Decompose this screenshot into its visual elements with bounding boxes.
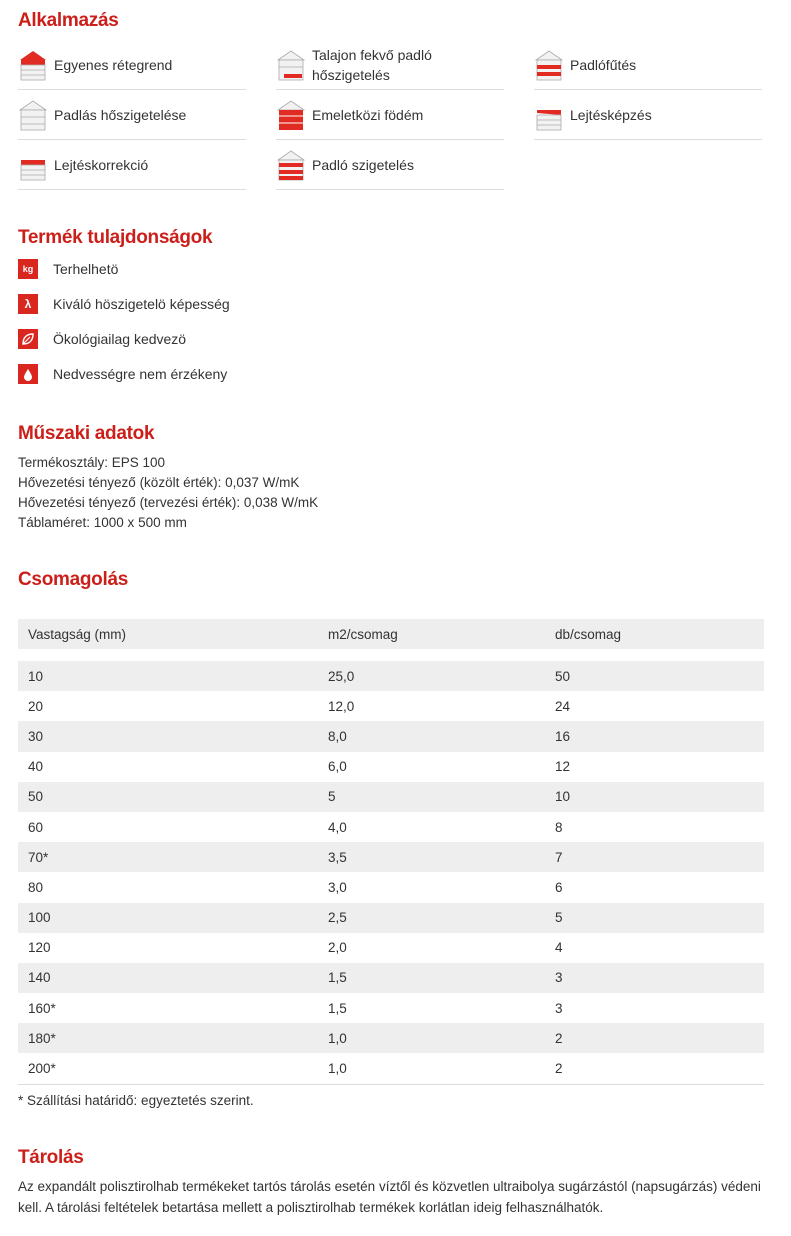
cell-pcs-per-pack: 10 (555, 789, 571, 805)
house-ground-floor-icon (276, 48, 306, 82)
cell-m2-per-pack: 3,0 (328, 879, 347, 895)
cell-thickness: 70* (28, 849, 49, 865)
cell-pcs-per-pack: 3 (555, 1000, 563, 1016)
table-row (18, 1023, 764, 1053)
table-row (18, 842, 764, 872)
technical-line: Hővezetési tényező (tervezési érték): 0,038 W/mK (18, 495, 319, 510)
cell-thickness: 140 (28, 970, 51, 986)
table-row (18, 782, 764, 812)
technical-line: Hővezetési tényező (közölt érték): 0,037 W/mK (18, 475, 300, 490)
cell-thickness: 50 (28, 789, 44, 805)
table-bottom-divider (18, 1084, 764, 1085)
table-body (18, 661, 764, 1084)
cell-m2-per-pack: 1,5 (328, 970, 347, 986)
table-row (18, 691, 764, 721)
house-floor-insulation-icon (276, 148, 306, 182)
table-header (18, 619, 764, 649)
house-intermediate-floor-icon (276, 98, 306, 132)
application-item[interactable] (534, 40, 762, 90)
cell-m2-per-pack: 8,0 (328, 728, 347, 744)
cell-thickness: 160* (28, 1000, 56, 1016)
table-row (18, 933, 764, 963)
technical-line: Termékosztály: EPS 100 (18, 455, 166, 470)
cell-thickness: 80 (28, 879, 44, 895)
lambda-icon: λ (18, 294, 38, 314)
leaf-icon (18, 329, 38, 349)
table-row (18, 872, 764, 902)
application-item[interactable] (276, 40, 504, 90)
table-row (18, 993, 764, 1023)
house-floor-heating-icon (534, 48, 564, 82)
application-item[interactable] (534, 90, 762, 140)
table-row (18, 752, 764, 782)
delivery-note: * Szállítási határidő: egyeztetés szerint. (18, 1093, 254, 1108)
application-label: Padlás hőszigetelése (54, 106, 187, 123)
section-title-properties: Termék tulajdonságok (18, 227, 213, 248)
storage-text: Az expandált polisztirolhab termékeket tartós tárolás esetén víztől és közvetlen ultraibolya sugárzástól (napsugárzás) védeni kell. A tárolási feltételek betartása mellett a polisztirolhab termékek korlátlan ideig felhasználhatók. (18, 1179, 761, 1215)
table-row (18, 1053, 764, 1083)
cell-thickness: 40 (28, 759, 44, 775)
cell-m2-per-pack: 1,0 (328, 1061, 347, 1077)
application-label: Padló szigetelés (312, 156, 414, 173)
house-layers-roof-icon (18, 48, 48, 82)
house-slope-correction-icon (18, 148, 48, 182)
property-label: Ökológiailag kedvezö (53, 331, 187, 347)
property-label: Kiváló höszigetelö képesség (53, 296, 230, 312)
application-label: Emeletközi födém (312, 106, 424, 123)
application-item[interactable] (18, 40, 246, 90)
application-label: Padlófűtés (570, 56, 637, 73)
header-m2-per-pack: m2/csomag (328, 626, 398, 642)
cell-pcs-per-pack: 12 (555, 759, 571, 775)
cell-thickness: 200* (28, 1061, 56, 1077)
cell-m2-per-pack: 12,0 (328, 698, 355, 714)
cell-pcs-per-pack: 50 (555, 668, 571, 684)
cell-pcs-per-pack: 3 (555, 970, 563, 986)
property-label: Terhelhetö (53, 261, 119, 277)
cell-pcs-per-pack: 2 (555, 1061, 563, 1077)
application-item[interactable] (18, 140, 246, 190)
header-pcs-per-pack: db/csomag (555, 626, 622, 642)
property-item (18, 328, 186, 350)
cell-pcs-per-pack: 5 (555, 910, 563, 926)
table-row (18, 812, 764, 842)
application-label: Egyenes rétegrend (54, 56, 173, 73)
application-item[interactable] (276, 90, 504, 140)
cell-pcs-per-pack: 6 (555, 879, 563, 895)
cell-pcs-per-pack: 8 (555, 819, 563, 835)
application-label: Lejtésképzés (570, 106, 652, 123)
cell-thickness: 180* (28, 1030, 56, 1046)
cell-thickness: 10 (28, 668, 44, 684)
cell-m2-per-pack: 6,0 (328, 759, 347, 775)
cell-thickness: 100 (28, 910, 51, 926)
cell-m2-per-pack: 25,0 (328, 668, 355, 684)
house-attic-icon (18, 98, 48, 132)
property-item (18, 363, 227, 385)
section-title-application: Alkalmazás (18, 10, 119, 31)
cell-thickness: 20 (28, 698, 44, 714)
house-slope-icon (534, 98, 564, 132)
cell-m2-per-pack: 2,5 (328, 910, 347, 926)
application-item[interactable] (276, 140, 504, 190)
cell-pcs-per-pack: 2 (555, 1030, 563, 1046)
cell-pcs-per-pack: 24 (555, 698, 571, 714)
drop-icon (18, 364, 38, 384)
section-title-storage: Tárolás (18, 1147, 84, 1168)
technical-line: Táblaméret: 1000 x 500 mm (18, 515, 187, 530)
cell-pcs-per-pack: 16 (555, 728, 571, 744)
cell-thickness: 120 (28, 940, 51, 956)
cell-pcs-per-pack: 4 (555, 940, 563, 956)
header-thickness: Vastagság (mm) (28, 626, 127, 642)
cell-m2-per-pack: 4,0 (328, 819, 347, 835)
table-row (18, 963, 764, 993)
cell-thickness: 60 (28, 819, 44, 835)
table-row (18, 721, 764, 751)
application-item[interactable] (18, 90, 246, 140)
property-item (18, 293, 230, 315)
cell-thickness: 30 (28, 728, 44, 744)
cell-m2-per-pack: 5 (328, 789, 336, 805)
application-label: Lejtéskorrekció (54, 156, 149, 173)
application-label: Talajon fekvő padló hőszigetelés (312, 46, 432, 83)
weight-kg-icon: kg (18, 259, 38, 279)
cell-m2-per-pack: 1,0 (328, 1030, 347, 1046)
cell-m2-per-pack: 2,0 (328, 940, 347, 956)
table-row (18, 661, 764, 691)
property-label: Nedvességre nem érzékeny (53, 366, 228, 382)
section-title-packaging: Csomagolás (18, 569, 128, 590)
section-title-technical: Műszaki adatok (18, 423, 155, 444)
table-row (18, 903, 764, 933)
cell-m2-per-pack: 1,5 (328, 1000, 347, 1016)
property-item (18, 258, 118, 280)
cell-pcs-per-pack: 7 (555, 849, 563, 865)
cell-m2-per-pack: 3,5 (328, 849, 347, 865)
